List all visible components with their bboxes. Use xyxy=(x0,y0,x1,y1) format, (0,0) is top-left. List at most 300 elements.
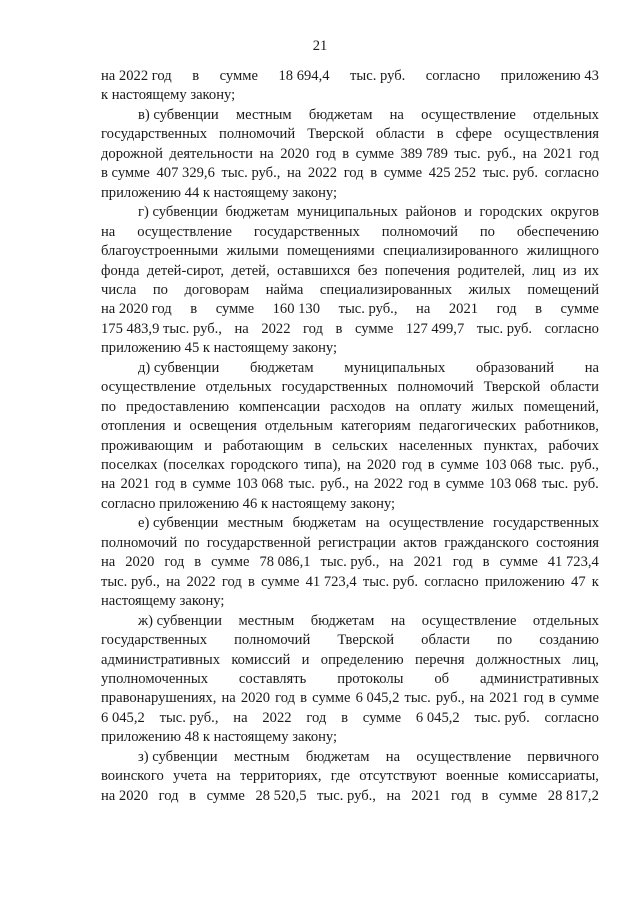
text-fragment: сумме xyxy=(560,301,599,318)
text-fragment: согласно xyxy=(544,320,599,337)
text-fragment: специализированного xyxy=(383,243,519,260)
text-fragment: ж) субвенции xyxy=(138,612,222,629)
text-fragment: 425 252 xyxy=(428,165,477,182)
text-fragment: Тверской xyxy=(483,379,541,396)
text-fragment: бюджетам xyxy=(249,359,314,376)
text-fragment: в сумме xyxy=(101,165,150,182)
text-fragment: без xyxy=(357,262,378,279)
text-fragment: государственных xyxy=(492,515,599,532)
text-line xyxy=(101,85,599,105)
text-fragment: отопления xyxy=(101,418,166,435)
text-fragment: осуществление xyxy=(137,223,232,240)
text-fragment: составлять xyxy=(238,670,307,687)
text-fragment: сумме xyxy=(206,787,245,804)
text-fragment: приложению 44 к настоящему закону; xyxy=(101,184,338,201)
text-fragment: поселках xyxy=(101,457,158,473)
text-fragment: созданию xyxy=(539,632,599,649)
text-line xyxy=(101,572,599,592)
text-line xyxy=(101,66,599,86)
text-fragment: отдельных xyxy=(532,106,599,123)
text-line xyxy=(138,105,599,125)
text-fragment: согласно xyxy=(544,709,599,726)
text-fragment: местным xyxy=(227,515,284,532)
page-number: 21 xyxy=(312,38,328,54)
text-fragment: осуществление xyxy=(389,515,484,532)
text-line xyxy=(101,222,599,242)
text-fragment: тыс. руб., xyxy=(317,787,376,804)
text-fragment: местным xyxy=(235,106,292,123)
text-fragment: первичного xyxy=(527,748,599,765)
text-fragment: территориях, xyxy=(240,768,322,785)
text-fragment: на 2022 год xyxy=(101,68,172,84)
text-fragment: местным xyxy=(238,612,295,629)
text-fragment: жилых xyxy=(468,281,511,298)
text-fragment: в xyxy=(427,457,435,473)
text-fragment: осуществления xyxy=(504,126,599,143)
text-line xyxy=(101,786,599,806)
text-fragment: области xyxy=(421,632,470,649)
text-fragment: из xyxy=(562,262,577,279)
text-fragment: военные xyxy=(445,768,499,785)
text-line xyxy=(101,416,599,436)
text-fragment: округов xyxy=(550,204,599,221)
text-line xyxy=(138,513,599,533)
text-fragment: на xyxy=(395,398,410,415)
text-fragment: 2021 xyxy=(543,145,573,162)
text-fragment: в xyxy=(482,554,490,571)
text-fragment: и xyxy=(173,418,182,435)
text-fragment: в xyxy=(190,301,198,318)
text-fragment: воинского xyxy=(101,768,164,785)
text-fragment: в xyxy=(370,165,378,182)
text-fragment: регистрации xyxy=(318,534,396,551)
text-fragment: сумме xyxy=(215,301,255,318)
text-line xyxy=(101,727,599,747)
text-fragment: бюджетам xyxy=(225,204,290,221)
text-fragment: Тверской xyxy=(337,632,395,649)
text-fragment: перечня xyxy=(415,651,465,668)
text-fragment: приложению xyxy=(484,573,565,590)
text-fragment: в xyxy=(341,709,348,726)
text-line xyxy=(101,397,599,417)
text-fragment: 2020 xyxy=(366,457,397,473)
text-line xyxy=(101,552,599,572)
text-fragment: 2022 xyxy=(186,573,216,590)
text-fragment: области xyxy=(550,379,599,396)
text-fragment: год xyxy=(221,573,242,590)
text-fragment: помещений xyxy=(527,281,599,298)
text-fragment: согласно xyxy=(424,573,479,590)
text-fragment: государственных xyxy=(101,632,208,649)
text-fragment: бюджетам xyxy=(310,612,375,629)
text-fragment: договорам xyxy=(184,281,250,298)
text-fragment: на xyxy=(385,748,401,765)
text-fragment: 389 789 xyxy=(400,145,448,162)
text-fragment: государственной xyxy=(206,534,311,551)
text-fragment: комиссариаты, xyxy=(507,768,599,785)
text-line xyxy=(101,455,599,475)
text-fragment: на xyxy=(354,476,369,493)
text-fragment: работающим xyxy=(222,437,304,454)
text-fragment: жилыми xyxy=(226,243,279,260)
text-fragment: оплату xyxy=(419,398,462,415)
text-fragment: сумме xyxy=(219,68,258,84)
text-fragment: детей-сирот, xyxy=(146,262,224,279)
text-line xyxy=(101,669,599,689)
text-fragment: тыс. руб. xyxy=(474,709,530,726)
text-fragment: тыс. xyxy=(288,476,315,493)
text-fragment: лиц xyxy=(532,262,556,279)
text-fragment: 78 086,1 xyxy=(259,554,311,571)
text-fragment: год xyxy=(578,145,599,162)
text-fragment: на xyxy=(389,106,404,123)
text-line xyxy=(101,319,599,339)
text-fragment: сумме xyxy=(355,145,394,162)
text-fragment: на xyxy=(584,359,599,376)
text-fragment: тыс. руб., xyxy=(101,573,160,590)
text-fragment: сумме xyxy=(362,709,402,726)
text-fragment: компенсации xyxy=(238,398,321,415)
text-line xyxy=(101,591,599,611)
text-fragment: 2021 xyxy=(413,554,443,571)
text-fragment: 18 694,4 xyxy=(278,68,330,84)
text-fragment: населенных xyxy=(398,437,473,454)
text-fragment: тыс. xyxy=(541,476,569,493)
text-fragment: к xyxy=(591,573,599,590)
text-fragment: год xyxy=(451,787,471,804)
text-line xyxy=(101,377,599,397)
text-fragment: год xyxy=(315,145,336,162)
text-fragment: по xyxy=(497,632,513,649)
text-fragment: 6 045,2 xyxy=(355,690,400,707)
text-fragment: 2020 xyxy=(240,690,271,707)
text-line xyxy=(101,163,599,183)
text-fragment: 6 045,2 xyxy=(101,709,145,726)
text-fragment: на xyxy=(233,709,248,726)
text-fragment: 2021 xyxy=(411,787,441,804)
text-fragment: и xyxy=(301,651,310,668)
text-fragment: в xyxy=(300,690,308,707)
text-fragment: 175 483,9 тыс. руб., xyxy=(101,320,222,337)
text-fragment: родителей, xyxy=(457,262,525,279)
text-line xyxy=(101,474,599,494)
text-fragment: на xyxy=(390,612,406,629)
text-line xyxy=(138,358,599,378)
text-fragment: тыс. руб., xyxy=(338,301,398,318)
text-fragment: настоящему закону; xyxy=(101,593,225,610)
text-fragment: сумме xyxy=(312,690,351,707)
text-line xyxy=(138,611,599,631)
text-fragment: тыс. руб., xyxy=(159,709,219,726)
text-fragment: в xyxy=(314,437,322,454)
text-fragment: бюджетам xyxy=(308,106,373,123)
text-fragment: деятельности xyxy=(169,145,253,162)
text-fragment: состояния xyxy=(536,534,599,551)
text-fragment: сумме xyxy=(383,165,423,182)
text-fragment: найма xyxy=(265,281,304,298)
text-fragment: на xyxy=(389,554,404,571)
text-fragment: 2020 xyxy=(280,145,310,162)
text-fragment: расходов xyxy=(330,398,386,415)
text-fragment: тыс. руб. xyxy=(482,165,538,182)
text-fragment: год xyxy=(408,476,429,493)
text-fragment: согласно приложению 46 к настоящему закону; xyxy=(101,495,396,512)
text-fragment: помещениями xyxy=(287,243,375,260)
text-fragment: отдельным xyxy=(264,418,333,435)
text-fragment: 28 520,5 xyxy=(255,787,307,804)
text-fragment: гражданского xyxy=(444,534,529,551)
text-fragment: полномочий xyxy=(219,126,296,143)
text-fragment: государственных xyxy=(281,379,388,396)
text-fragment: бюджетам xyxy=(292,515,357,532)
text-fragment: дорожной xyxy=(101,145,163,162)
text-fragment: согласно xyxy=(425,68,481,84)
text-fragment: е) субвенции xyxy=(138,515,219,532)
text-fragment: в xyxy=(433,476,441,493)
text-fragment: обеспечению xyxy=(516,223,599,240)
text-fragment: определению xyxy=(320,651,404,668)
text-fragment: полномочий xyxy=(101,534,178,551)
text-fragment: (поселках xyxy=(163,457,225,473)
text-fragment: год xyxy=(158,787,179,804)
text-fragment: в xyxy=(548,690,556,707)
text-fragment: их xyxy=(583,262,599,279)
text-line xyxy=(101,338,599,358)
text-fragment: 2020 xyxy=(125,554,155,571)
text-fragment: сумме xyxy=(440,457,479,473)
text-fragment: отсутствуют xyxy=(359,768,437,785)
text-fragment: по xyxy=(479,223,495,240)
text-fragment: педагогических xyxy=(418,418,517,435)
text-fragment: помещений, xyxy=(523,398,599,415)
text-fragment: руб. xyxy=(573,476,599,493)
text-fragment: сумме xyxy=(445,476,485,493)
text-fragment: 103 068 xyxy=(489,476,537,493)
text-fragment: 103 068 xyxy=(484,457,533,473)
text-fragment: Тверской xyxy=(307,126,364,143)
text-fragment: осуществление xyxy=(421,612,517,629)
text-fragment: 127 499,7 xyxy=(405,320,465,337)
text-fragment: год xyxy=(303,320,323,337)
text-fragment: в xyxy=(248,573,255,590)
text-fragment: 103 068 xyxy=(235,476,284,493)
text-line xyxy=(101,280,599,300)
text-fragment: на xyxy=(416,301,431,318)
text-fragment: 2022 xyxy=(307,165,338,182)
text-fragment: 47 xyxy=(571,573,586,590)
text-fragment: год xyxy=(164,554,185,571)
text-fragment: д) субвенции xyxy=(138,359,220,376)
text-fragment: на 2020 xyxy=(101,787,149,804)
text-fragment: оставшихся xyxy=(277,262,351,279)
text-fragment: год xyxy=(343,165,364,182)
text-fragment: осуществление xyxy=(421,106,516,123)
text-line xyxy=(101,766,599,786)
text-fragment: приложению 43 xyxy=(500,68,599,84)
text-line xyxy=(101,436,599,456)
text-line xyxy=(138,202,599,222)
text-fragment: административных xyxy=(479,670,599,687)
text-line xyxy=(101,261,599,281)
text-fragment: в xyxy=(535,301,542,318)
text-line xyxy=(101,494,599,514)
text-fragment: в xyxy=(481,787,489,804)
text-fragment: на xyxy=(166,573,181,590)
text-line xyxy=(101,241,599,261)
text-fragment: муниципальных xyxy=(344,359,446,376)
text-fragment: приложению 45 к настоящему закону; xyxy=(101,340,338,357)
text-fragment: на xyxy=(101,223,116,240)
text-fragment: тыс. руб. xyxy=(362,573,419,590)
text-fragment: руб., xyxy=(570,457,599,473)
text-fragment: учета xyxy=(173,768,208,785)
text-fragment: год xyxy=(401,457,422,473)
text-fragment: на xyxy=(522,145,537,162)
text-fragment: 2022 xyxy=(261,320,291,337)
text-fragment: тыс. xyxy=(454,145,481,162)
text-fragment: 41 723,4 xyxy=(547,554,599,571)
text-fragment: по xyxy=(184,534,200,551)
text-fragment: сумме xyxy=(499,554,538,571)
text-fragment: сумме xyxy=(498,787,538,804)
text-line xyxy=(101,183,599,203)
text-fragment: местным xyxy=(233,748,290,765)
text-fragment: 2021 xyxy=(120,476,150,493)
text-fragment: руб., xyxy=(487,145,517,162)
text-fragment: городского xyxy=(230,457,299,473)
text-fragment: уполномоченных xyxy=(101,670,209,687)
text-fragment: тыс. руб., xyxy=(221,165,281,182)
text-line xyxy=(138,747,599,767)
text-fragment: образований xyxy=(475,359,555,376)
text-fragment: на xyxy=(259,145,274,162)
text-fragment: пунктах, xyxy=(483,437,538,454)
text-fragment: по xyxy=(152,281,168,298)
text-fragment: по xyxy=(101,398,117,415)
text-fragment: числа xyxy=(101,281,137,298)
text-fragment: актов xyxy=(403,534,437,551)
text-fragment: благоустроенными xyxy=(101,243,219,260)
text-fragment: осуществление xyxy=(416,748,512,765)
text-fragment: должностных xyxy=(475,651,562,668)
text-fragment: год xyxy=(452,554,473,571)
text-line xyxy=(101,630,599,650)
text-fragment: бюджетам xyxy=(305,748,370,765)
text-fragment: полномочий xyxy=(381,223,458,240)
text-fragment: 28 817,2 xyxy=(547,787,599,804)
text-fragment: типа), xyxy=(303,457,341,473)
text-fragment: муниципальных xyxy=(296,204,398,221)
text-fragment: сумме xyxy=(192,476,231,493)
text-fragment: осуществление xyxy=(101,379,196,396)
text-fragment: тыс. руб. xyxy=(476,320,533,337)
text-fragment: согласно xyxy=(544,165,599,182)
text-fragment: сумме xyxy=(211,554,250,571)
text-line xyxy=(101,144,599,164)
text-fragment: на xyxy=(216,768,231,785)
text-fragment: комиссий xyxy=(231,651,291,668)
text-fragment: в) субвенции xyxy=(138,106,219,123)
text-fragment: в xyxy=(189,787,197,804)
text-fragment: руб., xyxy=(435,690,465,707)
text-fragment: государственных xyxy=(253,223,360,240)
text-fragment: специализированных xyxy=(319,281,453,298)
text-fragment: год xyxy=(496,301,517,318)
text-fragment: руб., xyxy=(320,476,350,493)
text-fragment: в xyxy=(192,68,200,84)
text-line xyxy=(101,533,599,553)
text-fragment: и xyxy=(464,204,472,221)
text-fragment: к настоящему закону; xyxy=(101,87,236,104)
text-line xyxy=(101,688,599,708)
text-fragment: на xyxy=(101,476,116,493)
text-fragment: жилищного xyxy=(526,243,599,260)
text-fragment: предоставлению xyxy=(126,398,229,415)
text-fragment: год xyxy=(275,690,296,707)
text-fragment: правонарушениях, xyxy=(101,690,217,707)
text-fragment: об xyxy=(434,670,450,687)
text-fragment: детей, xyxy=(231,262,270,279)
text-line xyxy=(101,708,599,728)
text-fragment: рабочих xyxy=(548,437,599,454)
text-fragment: в xyxy=(335,320,343,337)
text-fragment: жилых xyxy=(471,398,514,415)
text-fragment: освещения xyxy=(189,418,257,435)
text-fragment: фонда xyxy=(101,262,140,279)
text-fragment: в xyxy=(180,476,188,493)
text-fragment: сельских xyxy=(332,437,388,454)
text-fragment: 2021 xyxy=(448,301,479,318)
text-fragment: в xyxy=(436,126,444,143)
text-fragment: з) субвенции xyxy=(138,748,218,765)
text-fragment: области xyxy=(375,126,425,143)
text-fragment: лиц, xyxy=(572,651,599,668)
text-fragment: отдельных xyxy=(532,612,599,629)
text-fragment: тыс. руб. xyxy=(350,68,406,84)
text-fragment: где xyxy=(330,768,350,785)
text-fragment: попечения xyxy=(384,262,451,279)
text-fragment: сумме xyxy=(354,320,394,337)
text-fragment: 407 329,6 xyxy=(156,165,215,182)
text-fragment: на xyxy=(286,165,302,182)
text-fragment: 2022 xyxy=(373,476,404,493)
text-line xyxy=(101,124,599,144)
text-fragment: 2021 xyxy=(489,690,519,707)
text-fragment: в xyxy=(342,145,350,162)
text-fragment: на 2020 год xyxy=(101,301,172,318)
text-fragment: полномочий xyxy=(234,632,311,649)
text-fragment: год xyxy=(154,476,175,493)
text-fragment: год xyxy=(523,690,544,707)
text-fragment: на xyxy=(469,690,485,707)
text-fragment: сумме xyxy=(560,690,599,707)
text-fragment: 6 045,2 xyxy=(415,709,460,726)
text-fragment: год xyxy=(306,709,327,726)
text-fragment: проживающим xyxy=(101,437,194,454)
text-fragment: административных xyxy=(101,651,220,668)
text-fragment: на xyxy=(386,787,401,804)
text-fragment: полномочий xyxy=(397,379,474,396)
text-fragment: 160 130 xyxy=(272,301,321,318)
text-fragment: г) субвенции xyxy=(138,204,218,221)
text-fragment: 2022 xyxy=(262,709,292,726)
text-fragment: городских xyxy=(479,204,543,221)
text-fragment: протоколы xyxy=(337,670,404,687)
text-fragment: приложению 48 к настоящему закону; xyxy=(101,729,338,746)
text-fragment: работников, xyxy=(524,418,599,435)
text-fragment: на xyxy=(234,320,249,337)
text-fragment: тыс. xyxy=(537,457,565,473)
